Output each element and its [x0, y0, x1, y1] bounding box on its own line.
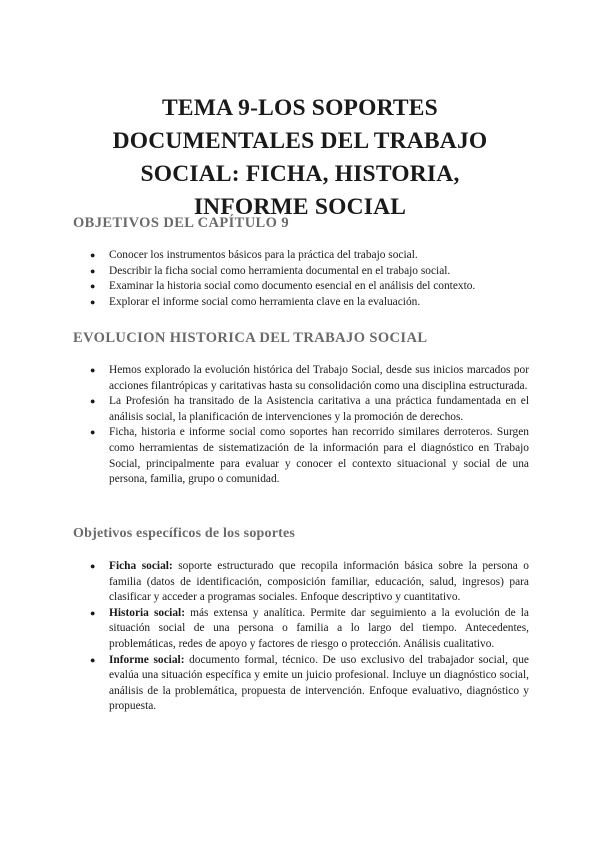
objectives-list: [0, 248, 529, 310]
section-heading-objetivos: OBJETIVOS DEL CAPÍTULO 9: [73, 215, 289, 231]
list-item: [0, 363, 529, 394]
title-line: TEMA 9-LOS SOPORTES: [162, 94, 438, 121]
list-item-text: La Profesión ha transitado de la Asistencia caritativa a una práctica fundamentada en el análisis social, la planificación de intervenciones y la promoción de derechos.: [109, 395, 529, 423]
bullet-icon: ●: [90, 281, 96, 292]
bullet-icon: ●: [90, 561, 96, 571]
title-line: DOCUMENTALES DEL TRABAJO: [112, 127, 488, 154]
list-item: [0, 248, 529, 264]
bullet-icon: ●: [90, 396, 96, 407]
section-heading-evolucion: EVOLUCION HISTORICA DEL TRABAJO SOCIAL: [73, 330, 428, 346]
bullet-icon: ●: [90, 654, 96, 665]
list-item: [0, 295, 529, 311]
list-item-text: Hemos explorado la evolución histórica del Trabajo Social, desde sus inicios marcados por acciones filantrópicas y caritativas hasta su consolidación como una disciplina estructurada.: [109, 364, 529, 392]
bullet-icon: ●: [90, 296, 96, 307]
bullet-icon: ●: [90, 265, 96, 276]
bullet-icon: ●: [90, 365, 96, 375]
evolution-list: [0, 363, 529, 488]
list-item-text: soporte estructurado que recopila información básica sobre la persona o familia (datos de identificación, composición familiar, educación, salud, ingresos) para clasificar y acceder a programas sociales. Enfoque descriptivo y cuantitativo.: [109, 560, 529, 604]
term-label: Historia social:: [109, 606, 185, 619]
list-item: [0, 279, 529, 295]
list-item-text: Ficha, historia e informe social como soportes han recorrido similares derroteros. Surgen como herramientas de sistematización de la información para el diagnóstico en Trabajo Social, principalmente para evaluar y conocer el contexto situacional y social de una persona, familia, grupo o comunidad.: [109, 426, 529, 486]
list-item: [0, 653, 529, 715]
bullet-icon: ●: [90, 250, 96, 260]
list-item-text: Explorar el informe social como herramienta clave en la evaluación.: [109, 295, 421, 308]
page-title: [70, 92, 530, 224]
term-label: Informe social:: [109, 653, 185, 666]
list-item: [0, 606, 529, 653]
bullet-icon: ●: [90, 607, 96, 618]
term-label: Ficha social:: [109, 560, 173, 572]
list-item-text: Examinar la historia social como documento esencial en el análisis del contexto.: [109, 280, 476, 293]
list-item-text: Describir la ficha social como herramienta documental en el trabajo social.: [109, 264, 451, 277]
bullet-icon: ●: [90, 427, 96, 438]
list-item-text: Conocer los instrumentos básicos para la práctica del trabajo social.: [109, 249, 418, 261]
list-item-text: documento formal, técnico. De uso exclusivo del trabajador social, que evalúa una situación específica y emite un juicio profesional. Incluye un diagnóstico social, análisis de la problemática, propuesta de intervención. Enfoque evaluativo, diagnóstico y propuesta.: [109, 653, 529, 713]
list-item: [0, 394, 529, 425]
section-heading-objetivos-especificos: Objetivos específicos de los soportes: [73, 526, 296, 541]
list-item: [0, 559, 529, 606]
list-item: [0, 425, 529, 487]
supports-list: [0, 559, 529, 715]
list-item-text: más extensa y analítica. Permite dar seguimiento a la evolución de la situación social de una persona o familia a lo largo del tiempo. Antecedentes, problemáticas, redes de apoyo y factores de riesgo o protección. Análisis cualitativo.: [109, 606, 529, 650]
title-line: INFORME SOCIAL: [193, 193, 407, 220]
title-line: SOCIAL: FICHA, HISTORIA,: [140, 160, 460, 187]
list-item: [0, 264, 529, 280]
